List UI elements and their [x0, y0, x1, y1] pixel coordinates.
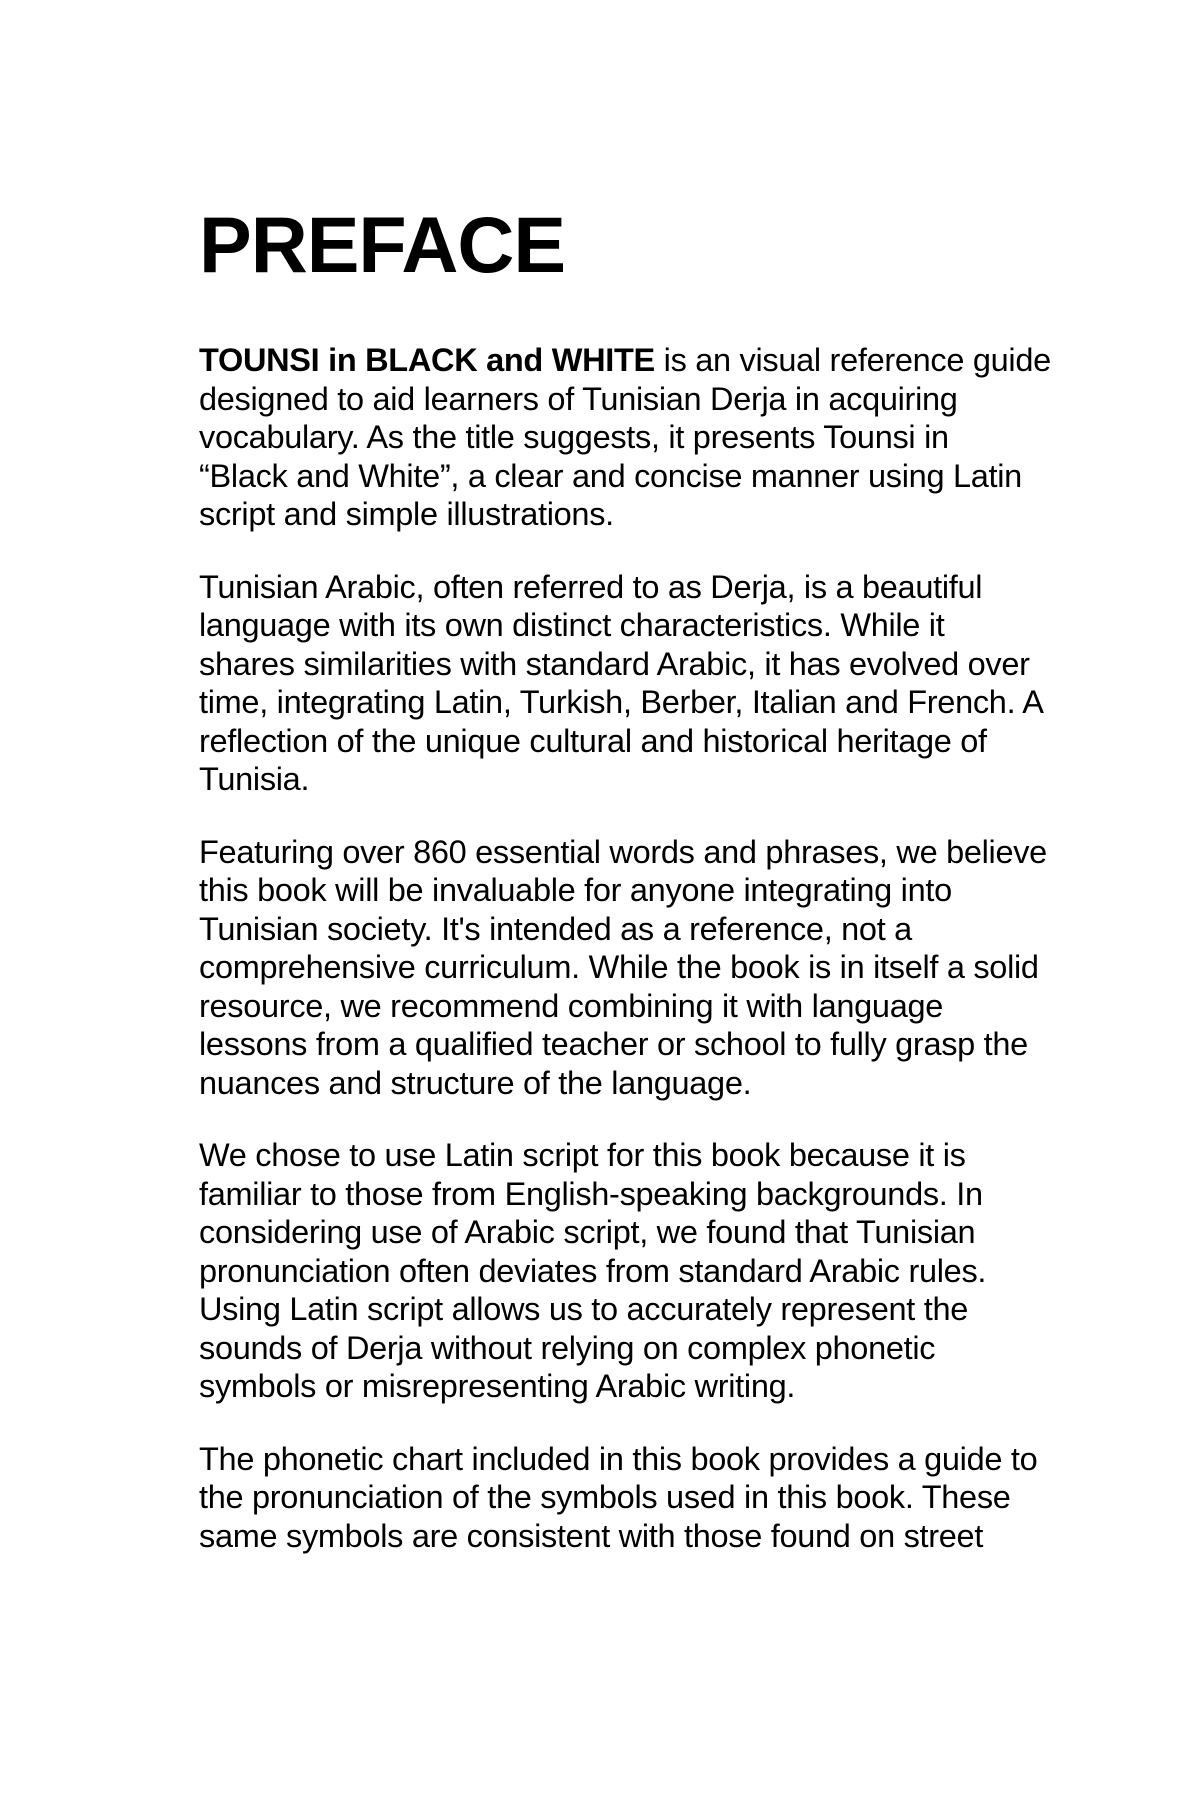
- text-line: Tunisian Arabic, often referred to as Derja, is a beautiful: [199, 568, 983, 605]
- text-line: We chose to use Latin script for this book because it is: [199, 1137, 966, 1173]
- text-line: language with its own distinct characteristics. While it: [199, 607, 945, 643]
- text-line: nuances and structure of the language.: [199, 1064, 752, 1101]
- text-line: familiar to those from English-speaking backgrounds. In: [199, 1175, 983, 1212]
- paragraph-tunisian-arabic: [199, 568, 1099, 799]
- text-line: script and simple illustrations.: [199, 496, 614, 532]
- paragraph-features: [199, 833, 1099, 1103]
- text-line: designed to aid learners of Tunisian Derja in acquiring: [199, 380, 958, 417]
- text-line: shares similarities with standard Arabic, it has evolved over: [199, 645, 1030, 682]
- text-line: lessons from a qualified teacher or school to fully grasp the: [199, 1026, 1028, 1062]
- page-title: PREFACE: [199, 200, 566, 289]
- paragraph-latin-script: [199, 1136, 1099, 1406]
- text-line: “Black and White”, a clear and concise manner using Latin: [199, 457, 1022, 494]
- text-line-rest: is an visual reference guide: [654, 342, 1051, 378]
- text-line: reflection of the unique cultural and historical heritage of: [199, 722, 987, 759]
- text-line: the pronunciation of the symbols used in this book. These: [199, 1479, 1011, 1515]
- text-line: sounds of Derja without relying on complex phonetic: [199, 1329, 936, 1366]
- text-line: time, integrating Latin, Turkish, Berber, Italian and French. A: [199, 684, 1044, 720]
- text-line: Featuring over 860 essential words and phrases, we believe: [199, 833, 1047, 870]
- text-line: vocabulary. As the title suggests, it presents Tounsi in: [199, 419, 949, 455]
- text-line: comprehensive curriculum. While the book is in itself a solid: [199, 949, 1039, 985]
- text-line: Using Latin script allows us to accurately represent the: [199, 1291, 968, 1327]
- text-line: considering use of Arabic script, we found that Tunisian: [199, 1214, 976, 1250]
- paragraph-phonetic-chart: [199, 1440, 1099, 1556]
- text-line: Tunisian society. It's intended as a reference, not a: [199, 910, 912, 947]
- text-line: [199, 341, 1099, 380]
- text-line: resource, we recommend combining it with language: [199, 987, 944, 1024]
- text-line: this book will be invaluable for anyone integrating into: [199, 872, 952, 908]
- book-title-bold: TOUNSI in BLACK and WHITE: [199, 342, 655, 378]
- text-line: same symbols are consistent with those found on street: [199, 1517, 984, 1554]
- page-content: [199, 200, 1099, 1589]
- paragraph-intro: [199, 341, 1099, 534]
- text-line: The phonetic chart included in this book provides a guide to: [199, 1440, 1038, 1477]
- text-line: pronunciation often deviates from standard Arabic rules.: [199, 1252, 987, 1289]
- text-line: Tunisia.: [199, 761, 310, 797]
- text-line: symbols or misrepresenting Arabic writing.: [199, 1368, 796, 1404]
